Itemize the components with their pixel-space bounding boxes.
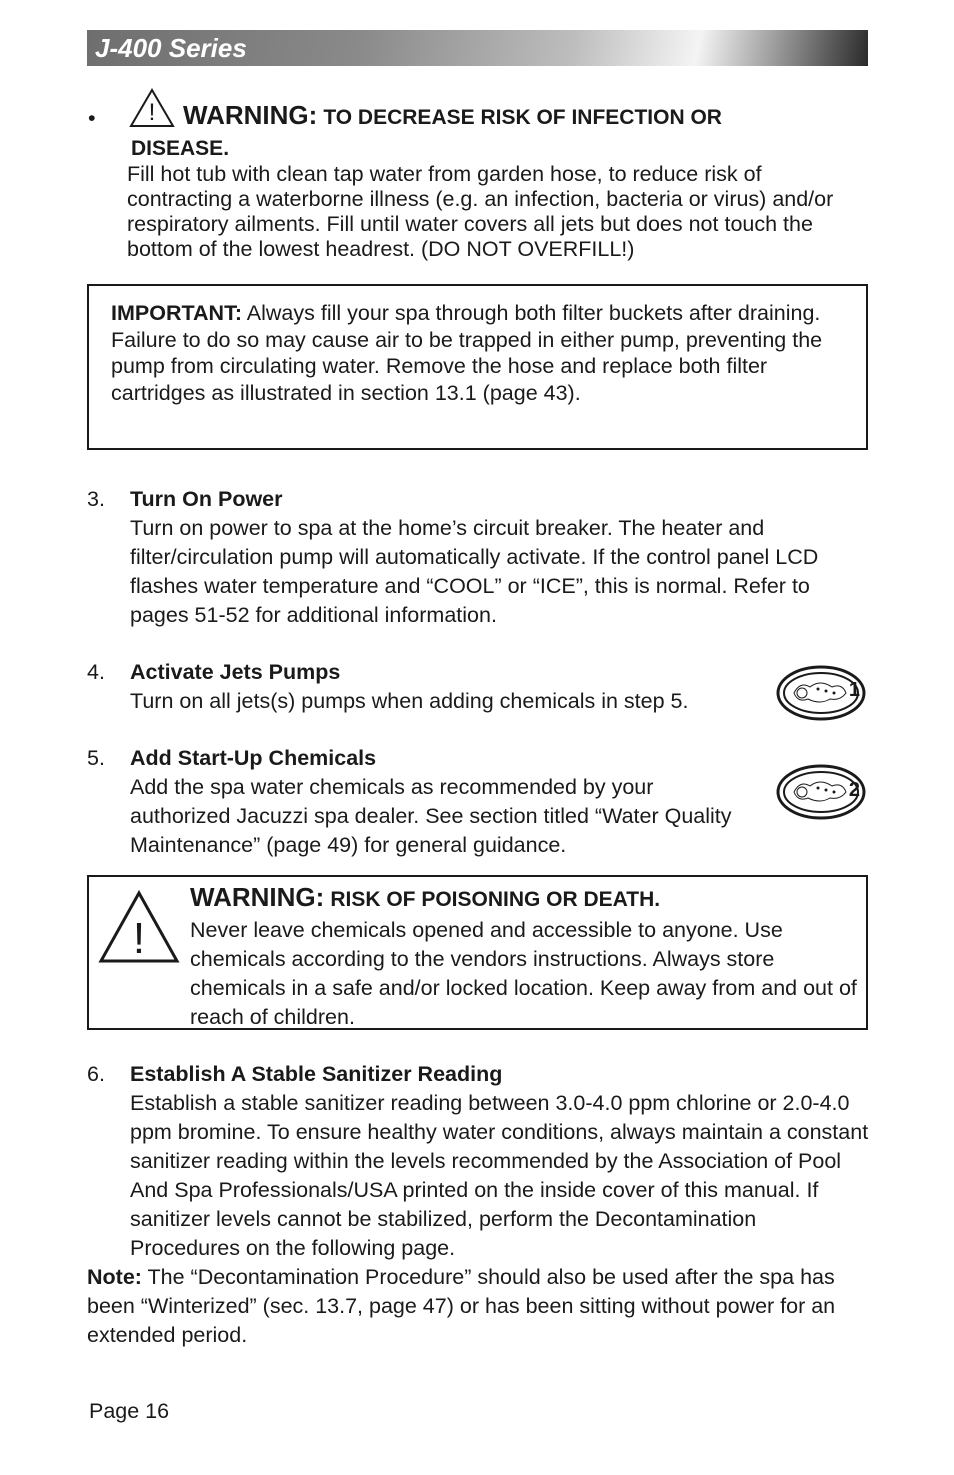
step-number: 4. <box>87 660 105 684</box>
warning-caption: TO DECREASE RISK OF INFECTION OR <box>323 106 722 129</box>
warning-word: WARNING: <box>190 882 325 912</box>
badge-number: 1 <box>848 679 860 701</box>
warning-caption: RISK OF POISONING OR DEATH. <box>330 888 661 911</box>
poison-warning-content <box>190 881 862 1032</box>
poison-warning-body: Never leave chemicals opened and accessible to anyone. Use chemicals according to the vendors instructions. Always store chemicals in a safe and/or locked location. Keep away from and out of reach of children. <box>190 918 857 1029</box>
bullet: • <box>88 106 96 130</box>
step-title: Establish A Stable Sanitizer Reading <box>130 1062 503 1086</box>
infection-warning-body: Fill hot tub with clean tap water from garden hose, to reduce risk of contracting a waterborne illness (e.g. an infection, bacteria or virus) and/or respiratory ailments. Fill until water covers all jets but does not touch the bottom of the lowest headrest. (DO NOT OVERFILL!) <box>127 162 834 261</box>
jets-button-badge-1 <box>776 665 866 721</box>
note-label: Note: <box>87 1265 142 1289</box>
step-body: Add the spa water chemicals as recommended by your authorized Jacuzzi spa dealer. See section titled “Water Quality Maintenance” (page 49) for general guidance. <box>130 775 732 857</box>
step-body: Turn on all jets(s) pumps when adding chemicals in step 5. <box>130 689 689 713</box>
step-sanitizer-reading <box>130 1060 870 1263</box>
note-paragraph <box>87 1263 842 1350</box>
step-title: Add Start-Up Chemicals <box>130 746 377 770</box>
step-title: Turn On Power <box>130 487 283 511</box>
important-text <box>111 300 841 406</box>
step-turn-on-power <box>130 485 870 630</box>
important-box <box>87 284 868 450</box>
important-label: IMPORTANT: <box>111 301 242 325</box>
svg-text:!: ! <box>148 99 156 126</box>
warning-caption-cont: DISEASE. <box>131 137 230 160</box>
step-title: Activate Jets Pumps <box>130 660 341 684</box>
step-activate-jets <box>130 658 760 716</box>
warning-triangle-icon <box>97 889 181 965</box>
step-number: 6. <box>87 1062 105 1086</box>
step-number: 5. <box>87 746 105 770</box>
step-number: 3. <box>87 487 105 511</box>
jets-button-badge-2 <box>776 764 866 820</box>
infection-warning-heading <box>131 100 871 164</box>
series-title: J-400 Series <box>95 33 247 63</box>
warning-word: WARNING: <box>183 100 318 130</box>
svg-text:!: ! <box>132 914 146 963</box>
step-body: Turn on power to spa at the home’s circuit breaker. The heater and filter/circulation pump will automatically activate. If the control panel LCD flashes water temperature and “COOL” or “ICE”, this is normal. Refer to pages 51-52 for additional information. <box>130 516 819 627</box>
page-number: Page 16 <box>89 1399 170 1423</box>
step-body: Establish a stable sanitizer reading between 3.0-4.0 ppm chlorine or 2.0-4.0 ppm bromine. To ensure healthy water conditions, always maintain a constant sanitizer reading within the levels recommended by the Association of Pool And Spa Professionals/USA printed on the inside cover of this manual. If sanitizer levels cannot be stabilized, perform the Decontamination Procedures on the following page. <box>130 1091 869 1260</box>
important-body: Always fill your spa through both filter buckets after draining. Failure to do so may cause air to be trapped in either pump, preventing the pump from circulating water. Remove the hose and replace both filter cartridges as illustrated in section 13.1 (page 43). <box>111 301 823 405</box>
note-body: The “Decontamination Procedure” should also be used after the spa has been “Winterized” (sec. 13.7, page 47) or has been sitting without power for an extended period. <box>87 1265 836 1347</box>
badge-number: 2 <box>848 779 860 801</box>
poison-warning-box <box>87 875 868 1030</box>
step-add-chemicals <box>130 744 740 860</box>
header-bar <box>87 30 868 66</box>
